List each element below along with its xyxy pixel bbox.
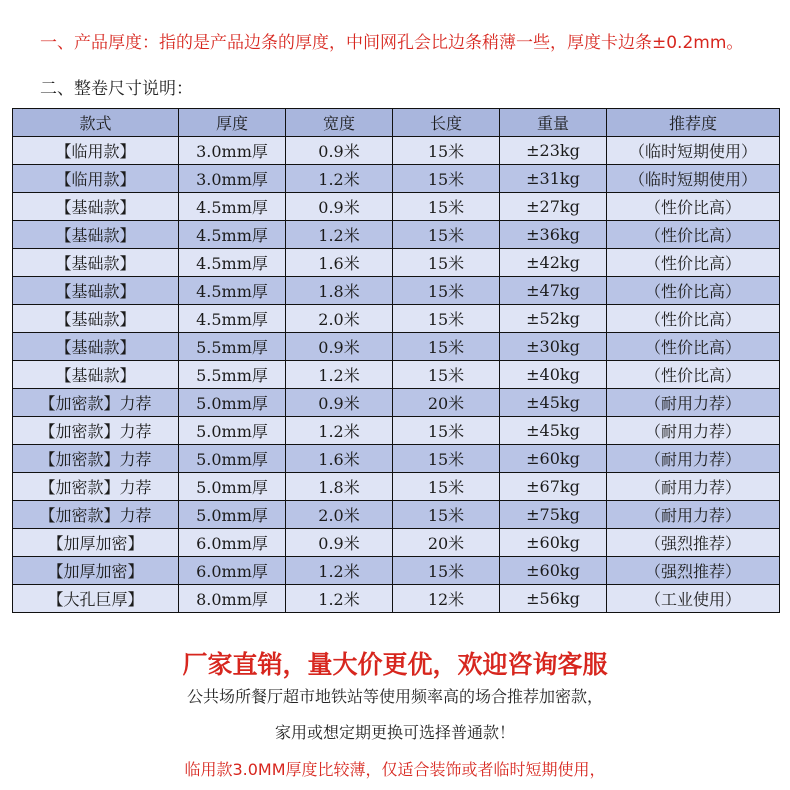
table-cell: 3.0mm厚 bbox=[179, 137, 286, 165]
table-cell: （耐用力荐） bbox=[607, 389, 780, 417]
table-cell: 5.0mm厚 bbox=[179, 445, 286, 473]
table-cell: 【加密款】力荐 bbox=[13, 501, 179, 529]
table-cell: 20米 bbox=[393, 389, 500, 417]
table-cell: 15米 bbox=[393, 445, 500, 473]
table-cell: 【基础款】 bbox=[13, 277, 179, 305]
table-cell: 1.2米 bbox=[286, 417, 393, 445]
table-cell: 5.5mm厚 bbox=[179, 361, 286, 389]
table-cell: （性价比高） bbox=[607, 361, 780, 389]
table-cell: 2.0米 bbox=[286, 501, 393, 529]
column-header: 款式 bbox=[13, 109, 179, 137]
table-cell: 2.0米 bbox=[286, 305, 393, 333]
table-cell: 15米 bbox=[393, 333, 500, 361]
table-cell: 【大孔巨厚】 bbox=[13, 585, 179, 613]
table-cell: 0.9米 bbox=[286, 389, 393, 417]
table-cell: 5.0mm厚 bbox=[179, 417, 286, 445]
table-cell: （性价比高） bbox=[607, 305, 780, 333]
table-cell: 15米 bbox=[393, 137, 500, 165]
table-cell: （性价比高） bbox=[607, 277, 780, 305]
recommend-line: 公共场所餐厅超市地铁站等使用频率高的场合推荐加密款， bbox=[186, 687, 603, 706]
table-body bbox=[13, 137, 780, 613]
table-cell: 0.9米 bbox=[286, 137, 393, 165]
table-cell: ±42kg bbox=[500, 249, 607, 277]
table-cell: 【基础款】 bbox=[13, 249, 179, 277]
table-cell: （耐用力荐） bbox=[607, 501, 780, 529]
table-row bbox=[13, 445, 780, 473]
table-cell: 4.5mm厚 bbox=[179, 249, 286, 277]
table-cell: 【基础款】 bbox=[13, 221, 179, 249]
table-row bbox=[13, 557, 780, 585]
table-cell: ±52kg bbox=[500, 305, 607, 333]
table-row bbox=[13, 361, 780, 389]
table-cell: 【基础款】 bbox=[13, 305, 179, 333]
size-section-title: 二、整卷尺寸说明： bbox=[40, 79, 193, 99]
home-use-line: 家用或想定期更换可选择普通款！ bbox=[274, 723, 515, 742]
table-header-row bbox=[13, 109, 780, 137]
table-cell: （耐用力荐） bbox=[607, 445, 780, 473]
table-cell: 1.6米 bbox=[286, 249, 393, 277]
table-cell: 4.5mm厚 bbox=[179, 221, 286, 249]
table-cell: 【加厚加密】 bbox=[13, 557, 179, 585]
table-cell: 15米 bbox=[393, 277, 500, 305]
column-header: 推荐度 bbox=[607, 109, 780, 137]
table-row bbox=[13, 193, 780, 221]
table-cell: （性价比高） bbox=[607, 193, 780, 221]
table-cell: 【基础款】 bbox=[13, 361, 179, 389]
table-cell: 【加厚加密】 bbox=[13, 529, 179, 557]
table-cell: （性价比高） bbox=[607, 221, 780, 249]
table-cell: ±60kg bbox=[500, 557, 607, 585]
table-cell: 【基础款】 bbox=[13, 333, 179, 361]
thin-warning-line: 临用款3.0MM厚度比较薄，仅适合装饰或者临时短期使用， bbox=[184, 760, 606, 779]
table-cell: 15米 bbox=[393, 361, 500, 389]
table-cell: 0.9米 bbox=[286, 193, 393, 221]
table-cell: ±36kg bbox=[500, 221, 607, 249]
table-row bbox=[13, 137, 780, 165]
table-row bbox=[13, 417, 780, 445]
table-cell: 15米 bbox=[393, 221, 500, 249]
table-cell: 12米 bbox=[393, 585, 500, 613]
table-cell: 15米 bbox=[393, 249, 500, 277]
table-cell: 4.5mm厚 bbox=[179, 305, 286, 333]
table-cell: （性价比高） bbox=[607, 333, 780, 361]
table-cell: 4.5mm厚 bbox=[179, 277, 286, 305]
table-cell: ±67kg bbox=[500, 473, 607, 501]
table-cell: 【加密款】力荐 bbox=[13, 445, 179, 473]
table-cell: ±45kg bbox=[500, 389, 607, 417]
table-cell: 15米 bbox=[393, 305, 500, 333]
table-cell: 【加密款】力荐 bbox=[13, 389, 179, 417]
table-row bbox=[13, 501, 780, 529]
spec-table bbox=[12, 108, 780, 613]
table-cell: 5.5mm厚 bbox=[179, 333, 286, 361]
table-cell: ±31kg bbox=[500, 165, 607, 193]
table-cell: 1.2米 bbox=[286, 361, 393, 389]
table-cell: （工业使用） bbox=[607, 585, 780, 613]
table-cell: ±75kg bbox=[500, 501, 607, 529]
table-cell: 15米 bbox=[393, 165, 500, 193]
table-cell: 15米 bbox=[393, 557, 500, 585]
thickness-note: 一、产品厚度：指的是产品边条的厚度，中间网孔会比边条稍薄一些，厚度卡边条±0.2mm。 bbox=[40, 33, 744, 53]
table-cell: （耐用力荐） bbox=[607, 473, 780, 501]
table-cell: 【临用款】 bbox=[13, 137, 179, 165]
table-cell: ±60kg bbox=[500, 529, 607, 557]
table-cell: 6.0mm厚 bbox=[179, 557, 286, 585]
table-row bbox=[13, 249, 780, 277]
column-header: 厚度 bbox=[179, 109, 286, 137]
table-cell: 【基础款】 bbox=[13, 193, 179, 221]
table-cell: ±56kg bbox=[500, 585, 607, 613]
table-cell: 1.8米 bbox=[286, 473, 393, 501]
table-cell: ±60kg bbox=[500, 445, 607, 473]
column-header: 宽度 bbox=[286, 109, 393, 137]
table-cell: ±45kg bbox=[500, 417, 607, 445]
table-cell: （临时短期使用） bbox=[607, 137, 780, 165]
table-row bbox=[13, 585, 780, 613]
table-row bbox=[13, 529, 780, 557]
promo-headline: 厂家直销，量大价更优，欢迎咨询客服 bbox=[182, 650, 608, 679]
table-cell: 【临用款】 bbox=[13, 165, 179, 193]
table-cell: 1.6米 bbox=[286, 445, 393, 473]
table-cell: 1.2米 bbox=[286, 165, 393, 193]
table-cell: （强烈推荐） bbox=[607, 557, 780, 585]
table-cell: 0.9米 bbox=[286, 529, 393, 557]
table-cell: 1.8米 bbox=[286, 277, 393, 305]
table-cell: 20米 bbox=[393, 529, 500, 557]
table-cell: （性价比高） bbox=[607, 249, 780, 277]
table-cell: 3.0mm厚 bbox=[179, 165, 286, 193]
table-cell: 15米 bbox=[393, 473, 500, 501]
table-cell: 6.0mm厚 bbox=[179, 529, 286, 557]
table-cell: （临时短期使用） bbox=[607, 165, 780, 193]
table-cell: 5.0mm厚 bbox=[179, 501, 286, 529]
table-cell: 0.9米 bbox=[286, 333, 393, 361]
table-cell: 【加密款】力荐 bbox=[13, 473, 179, 501]
table-cell: ±23kg bbox=[500, 137, 607, 165]
table-cell: 1.2米 bbox=[286, 557, 393, 585]
table-cell: ±27kg bbox=[500, 193, 607, 221]
table-cell: 5.0mm厚 bbox=[179, 473, 286, 501]
table-cell: 15米 bbox=[393, 501, 500, 529]
column-header: 长度 bbox=[393, 109, 500, 137]
table-cell: 【加密款】力荐 bbox=[13, 417, 179, 445]
column-header: 重量 bbox=[500, 109, 607, 137]
table-cell: 1.2米 bbox=[286, 585, 393, 613]
table-cell: ±30kg bbox=[500, 333, 607, 361]
table-cell: （耐用力荐） bbox=[607, 417, 780, 445]
table-cell: （强烈推荐） bbox=[607, 529, 780, 557]
table-row bbox=[13, 333, 780, 361]
table-row bbox=[13, 277, 780, 305]
table-row bbox=[13, 473, 780, 501]
table-cell: ±40kg bbox=[500, 361, 607, 389]
table-cell: 15米 bbox=[393, 417, 500, 445]
table-row bbox=[13, 305, 780, 333]
table-cell: 1.2米 bbox=[286, 221, 393, 249]
table-row bbox=[13, 389, 780, 417]
table-cell: 15米 bbox=[393, 193, 500, 221]
table-cell: ±47kg bbox=[500, 277, 607, 305]
table-row bbox=[13, 165, 780, 193]
table-cell: 5.0mm厚 bbox=[179, 389, 286, 417]
table-row bbox=[13, 221, 780, 249]
table-cell: 8.0mm厚 bbox=[179, 585, 286, 613]
table-cell: 4.5mm厚 bbox=[179, 193, 286, 221]
